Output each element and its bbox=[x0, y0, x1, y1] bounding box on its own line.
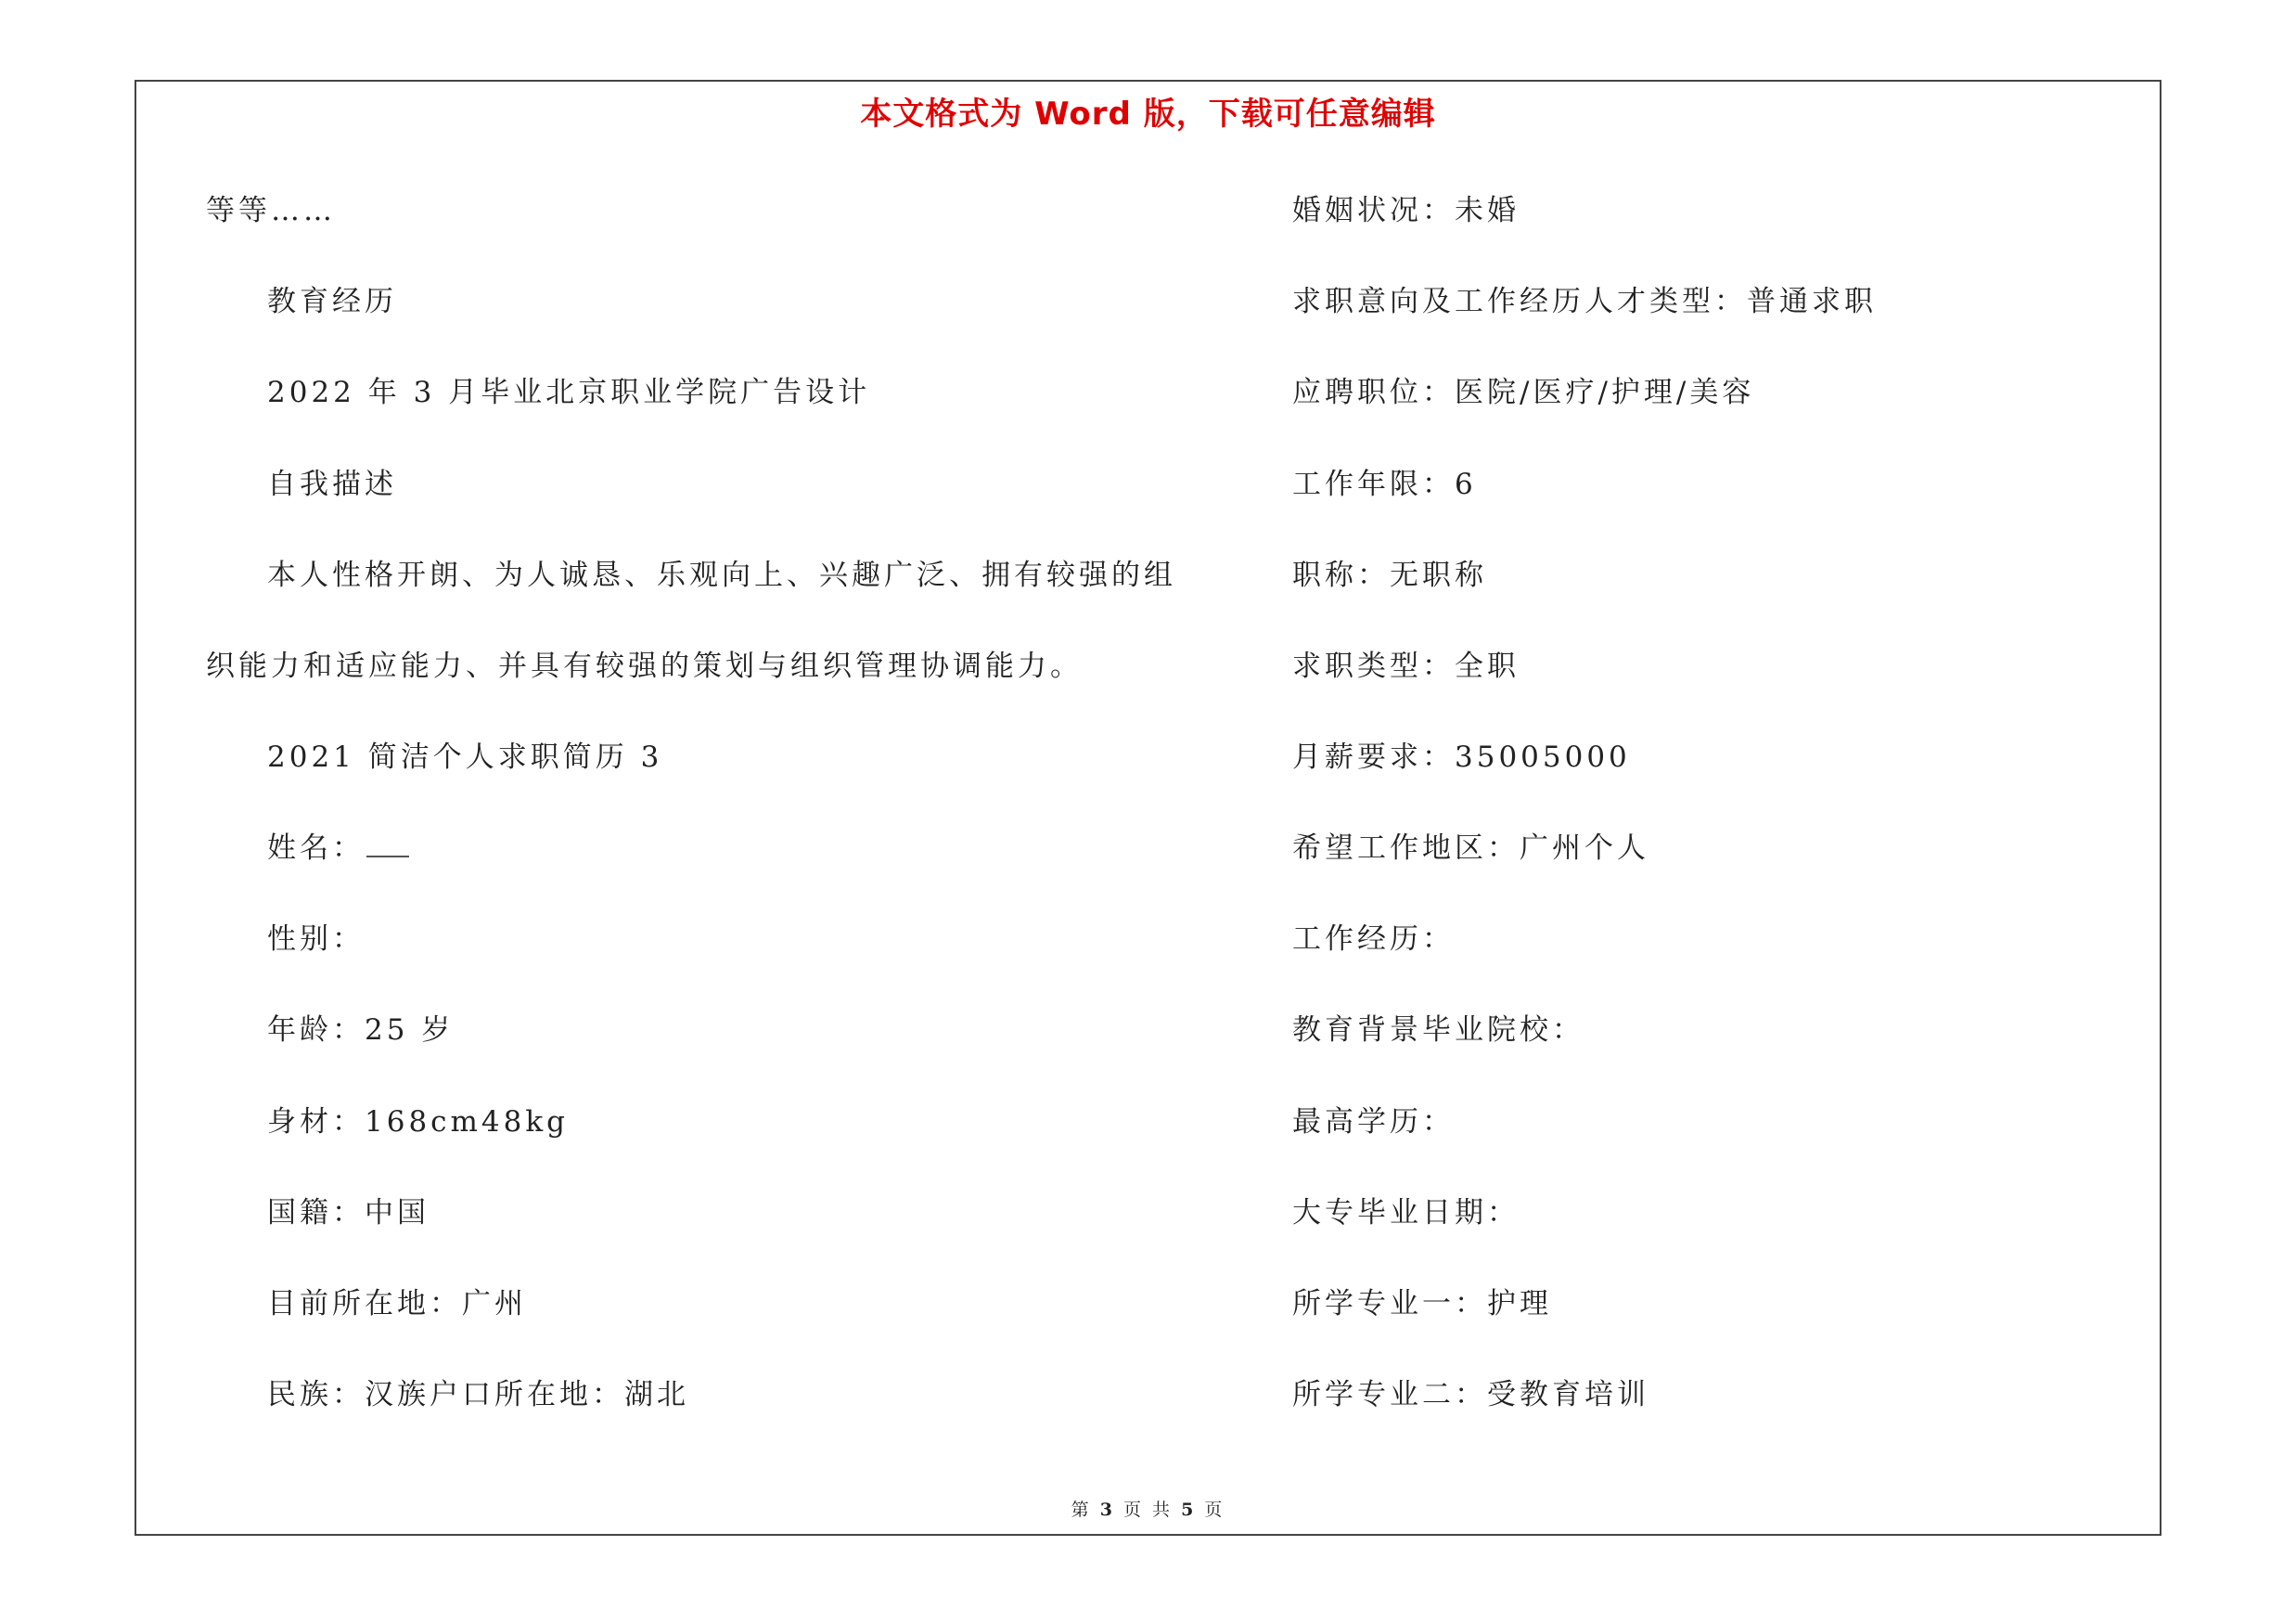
field-marital-status: 婚姻状况：未婚 bbox=[1292, 194, 1520, 227]
text-line: 2022 年 3 月毕业北京职业学院广告设计 bbox=[267, 376, 871, 409]
field-graduation-date: 大专毕业日期： bbox=[1292, 1196, 1520, 1230]
field-ethnicity: 民族：汉族户口所在地：湖北 bbox=[267, 1378, 689, 1411]
field-salary: 月薪要求：35005000 bbox=[1292, 741, 1631, 774]
footer-prefix: 第 bbox=[1071, 1500, 1092, 1520]
field-school: 教育背景毕业院校： bbox=[1292, 1013, 1584, 1047]
resume-title: 2021 简洁个人求职简历 3 bbox=[267, 741, 663, 774]
field-major-one: 所学专业一：护理 bbox=[1292, 1287, 1552, 1320]
field-name bbox=[267, 830, 409, 867]
field-nationality: 国籍：中国 bbox=[267, 1196, 430, 1230]
section-heading-education: 教育经历 bbox=[267, 285, 397, 318]
field-body: 身材：168cm48kg bbox=[267, 1105, 570, 1139]
field-age: 年龄：25 岁 bbox=[267, 1013, 455, 1047]
field-location: 目前所在地：广州 bbox=[267, 1287, 527, 1320]
footer-suffix: 页 bbox=[1204, 1500, 1225, 1520]
field-talent-type: 求职意向及工作经历人才类型：普通求职 bbox=[1292, 285, 1877, 318]
total-pages-number: 5 bbox=[1181, 1500, 1197, 1520]
header-banner: 本文格式为 Word 版，下载可任意编辑 bbox=[860, 96, 1436, 133]
paragraph-line: 织能力和适应能力、并具有较强的策划与组织管理协调能力。 bbox=[206, 650, 1083, 683]
section-heading-self-description: 自我描述 bbox=[267, 468, 397, 501]
page-footer bbox=[0, 1496, 2296, 1521]
field-highest-degree: 最高学历： bbox=[1292, 1105, 1455, 1139]
field-years: 工作年限：6 bbox=[1292, 468, 1477, 501]
field-job-type: 求职类型：全职 bbox=[1292, 650, 1520, 683]
paragraph-line: 本人性格开朗、为人诚恳、乐观向上、兴趣广泛、拥有较强的组 bbox=[267, 559, 1176, 592]
current-page-number: 3 bbox=[1099, 1500, 1115, 1520]
field-desired-area: 希望工作地区：广州个人 bbox=[1292, 831, 1649, 865]
field-gender: 性别： bbox=[267, 922, 365, 956]
field-work-experience: 工作经历： bbox=[1292, 922, 1455, 956]
footer-middle: 页 共 bbox=[1122, 1500, 1174, 1520]
field-major-two: 所学专业二：受教育培训 bbox=[1292, 1378, 1649, 1411]
text-line: 等等…… bbox=[206, 194, 336, 227]
field-title: 职称：无职称 bbox=[1292, 559, 1487, 592]
field-name-label: 姓名： bbox=[267, 831, 365, 865]
name-blank bbox=[366, 831, 409, 857]
field-position: 应聘职位：医院/医疗/护理/美容 bbox=[1292, 376, 1755, 409]
